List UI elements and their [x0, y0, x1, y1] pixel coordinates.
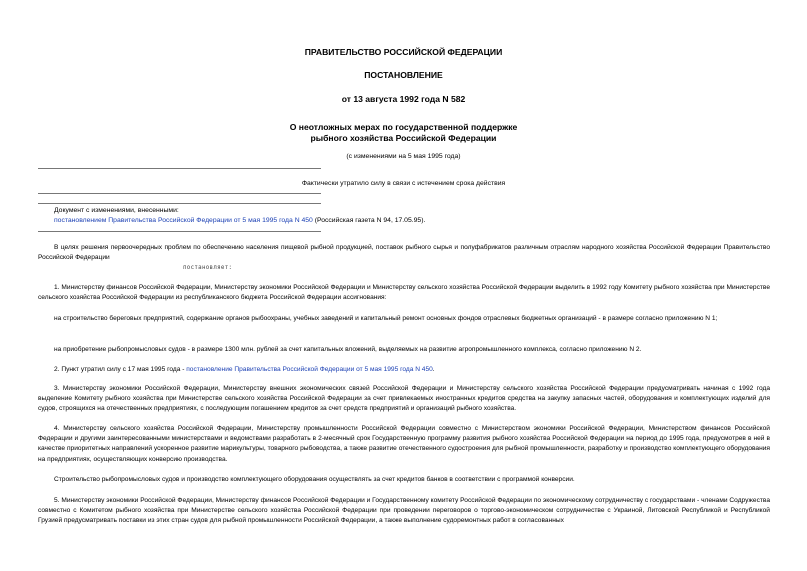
divider	[38, 168, 321, 169]
paragraph-2	[38, 365, 770, 375]
amending-resolution-link[interactable]: постановлением Правительства Российской Федерации от 5 мая 1995 года N 450	[54, 217, 313, 224]
paragraph-1a: на строительство береговых предприятий, содержание органов рыбоохраны, учебных заведений и капитальный ремонт основных фондов отраслевых бюджетных организаций - в размере согласно приложению N 1;	[54, 315, 718, 322]
status-note: Фактически утратило силу в связи с истечением срока действия	[301, 180, 506, 187]
resolves-word: постановляет:	[183, 265, 233, 271]
paragraph-5: 5. Министерству экономики Российской Федерации, Министерству финансов Российской Федерации и Государственному комитету Российской Федерации по экономическому сотрудничеству с государствами - членами Содружества совместно с Комитетом рыбного хозяйства при Министерстве сельского хозяйства Российской Федерации при проведении переговоров о торгово-экономическом сотрудничестве с Украиной, Литовской Республикой и Республикой Грузией предусматривать поставки из этих стран судов для рыбной промышленности Российской Федерации, а также выполнение судоремонтных работ в согласованных	[38, 497, 770, 525]
paragraph-4: 4. Министерству сельского хозяйства Российской Федерации, Министерству промышленности Российской Федерации совместно с Министерством экономики Российской Федерации, Министерством финансов Российской Федерации и другими заинтересованными министерствами и ведомствами разработать в 2-месячный срок Государственную программу развития рыбного хозяйства Российской Федерации на период до 1995 года, предусмотрев в ней в качестве приоритетных направлений ускоренное развитие марикультуры, товарного рыбоводства, а также развитие отечественного судостроения для рыбной промышленности, разработку и производство комплектующего оборудования на предприятиях, осуществляющих конверсию производства.	[38, 425, 770, 463]
repealing-resolution-link[interactable]: постановление Правительства Российской Федерации от 5 мая 1995 года N 450	[186, 366, 433, 373]
divider	[38, 193, 321, 194]
date-number: от 13 августа 1992 года N 582	[341, 94, 466, 104]
paragraph-2-suffix: .	[432, 366, 435, 373]
amendments-note: (с изменениями на 5 мая 1995 года)	[346, 153, 461, 160]
divider	[38, 203, 321, 204]
doc-type-heading: ПОСТАНОВЛЕНИЕ	[364, 70, 443, 80]
paragraph-1b: на приобретение рыбопромысловых судов - в размере 1300 млн. рублей за счет капитальных вложений, выделяемых на развитие агропромышленного комплекса, согласно приложению N 2.	[54, 346, 642, 353]
amended-by-line	[54, 217, 425, 224]
paragraph-2-prefix: 2. Пункт утратил силу с 17 мая 1995 года -	[54, 366, 187, 373]
amended-by-label: Документ с изменениями, внесенными:	[54, 207, 179, 214]
paragraph-3: 3. Министерству экономики Российской Федерации, Министерству внешних экономических связей Российской Федерации и Министерству сельского хозяйства Российской Федерации предусматривать начиная с 1992 года выделение Комитету рыбного хозяйства при Министерстве сельского хозяйства Российской Федерации за счет привлекаемых иностранных кредитов средства на закупку запасных частей, оборудования и комплектующих изделий для судов, строящихся на отечественных предприятиях, с последующим погашением кредитов за счет средств предприятий и организаций рыбного хозяйства.	[38, 385, 770, 413]
government-heading: ПРАВИТЕЛЬСТВО РОССИЙСКОЙ ФЕДЕРАЦИИ	[304, 47, 503, 57]
title-line-2: рыбного хозяйства Российской Федерации	[310, 133, 497, 143]
divider	[38, 231, 321, 232]
amended-by-suffix: (Российская газета N 94, 17.05.95).	[312, 217, 426, 224]
paragraph-1: 1. Министерству финансов Российской Федерации, Министерству экономики Российской Федерации и Министерству сельского хозяйства Российской Федерации выделить в 1992 году Комитету рыбного хозяйства при Министерстве сельского хозяйства Российской Федерации из республиканского бюджета Российской Федерации ассигнования:	[38, 284, 770, 302]
preamble: В целях решения первоочередных проблем по обеспечению населения пищевой рыбной продукцией, поставок рыбного сырья и полуфабрикатов различным отраслям народного хозяйства Российской Федерации Правительство Российской Федерации	[38, 244, 770, 262]
title-line-1: О неотложных мерах по государственной поддержке	[289, 122, 518, 132]
paragraph-4b: Строительство рыбопромысловых судов и производство комплектующего оборудования осуществлять за счет кредитов банков в соответствии с программой конверсии.	[54, 476, 575, 483]
